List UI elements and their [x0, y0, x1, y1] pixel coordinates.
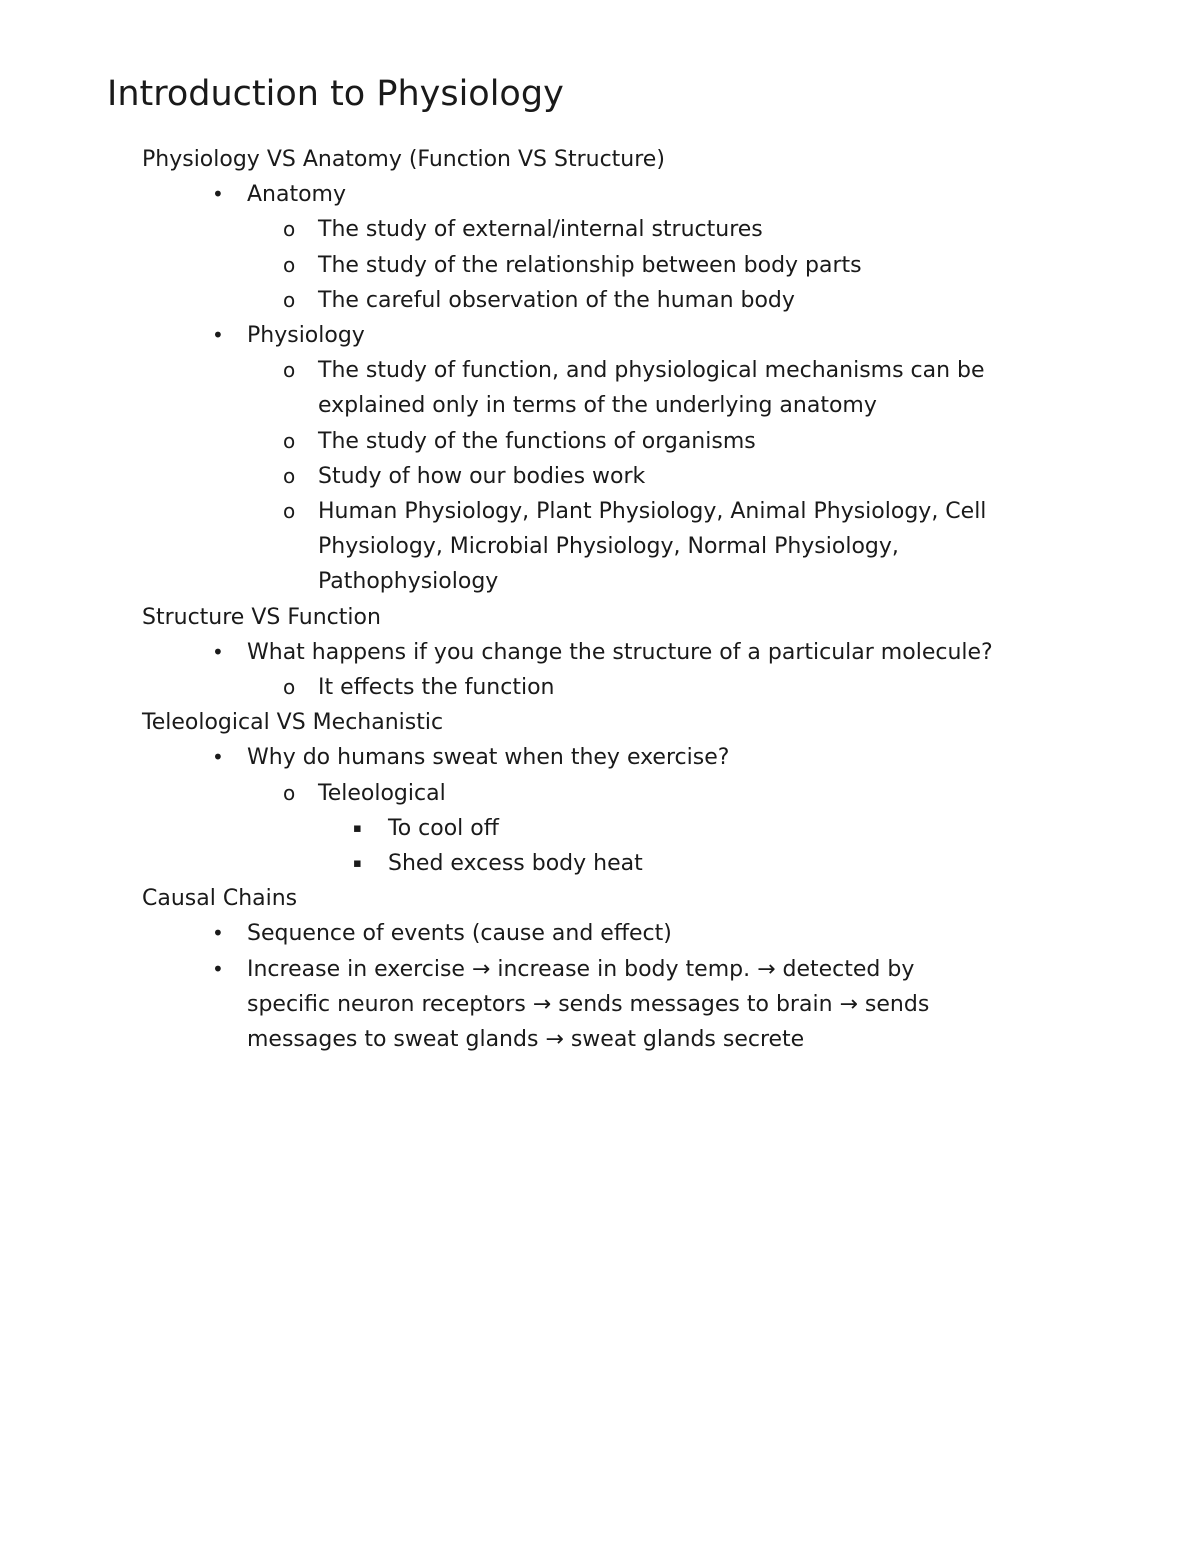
- bullet-marker: •: [212, 921, 224, 946]
- circle-marker: o: [283, 463, 296, 488]
- sub-item: [142, 494, 1062, 529]
- bullet-item: [142, 952, 1062, 987]
- sub-item-text: Human Physiology, Plant Physiology, Animal Physiology, Cell: [318, 499, 987, 525]
- sub-item: [142, 776, 1062, 811]
- sub-item-continuation: [142, 529, 1062, 564]
- circle-marker: o: [283, 428, 296, 453]
- bullet-item-anatomy: [142, 177, 1062, 212]
- page-title: Introduction to Physiology: [107, 74, 564, 114]
- circle-marker: o: [283, 217, 296, 242]
- bullet-text: Sequence of events (cause and effect): [247, 921, 672, 947]
- sub-item-text: The study of the functions of organisms: [318, 428, 756, 454]
- sub-item-text: Pathophysiology: [318, 569, 499, 595]
- sub-sub-item-text: To cool off: [388, 815, 499, 841]
- sub-sub-item: [142, 811, 1062, 846]
- sub-item-text: explained only in terms of the underlying anatomy: [318, 393, 877, 419]
- sub-item-text: The careful observation of the human body: [318, 287, 795, 313]
- section-heading-physiology-vs-anatomy: Physiology VS Anatomy (Function VS Structure): [142, 147, 665, 172]
- circle-marker: o: [283, 675, 296, 700]
- sub-item: [142, 212, 1062, 247]
- sub-item: [142, 670, 1062, 705]
- circle-marker: o: [283, 499, 296, 524]
- bullet-marker: •: [212, 639, 224, 664]
- sub-sub-item-text: Shed excess body heat: [388, 851, 643, 877]
- square-marker: ▪: [353, 820, 362, 836]
- sub-item: [142, 459, 1062, 494]
- sub-item-text: It effects the function: [318, 675, 555, 701]
- section-heading-structure-vs-function: Structure VS Function: [142, 604, 381, 630]
- sub-item: [142, 283, 1062, 318]
- bullet-marker: •: [212, 182, 224, 207]
- sub-item-text: The study of external/internal structures: [318, 217, 763, 243]
- sub-sub-item: [142, 846, 1062, 881]
- section-heading-causal-chains: Causal Chains: [142, 886, 298, 912]
- circle-marker: o: [283, 358, 296, 383]
- square-marker: ▪: [353, 856, 362, 872]
- sub-item-text: The study of function, and physiological mechanisms can be: [318, 358, 985, 384]
- bullet-item-continuation: [142, 987, 1062, 1022]
- circle-marker: o: [283, 287, 296, 312]
- sub-item-text: The study of the relationship between body parts: [318, 252, 862, 278]
- bullet-text: Anatomy: [247, 182, 347, 208]
- sub-item-continuation: [142, 388, 1062, 423]
- sub-item-continuation: [142, 564, 1062, 599]
- sub-item-text: Study of how our bodies work: [318, 463, 646, 489]
- bullet-text: messages to sweat glands → sweat glands secrete: [247, 1027, 805, 1053]
- bullet-text: Why do humans sweat when they exercise?: [247, 745, 730, 771]
- sub-item: [142, 353, 1062, 388]
- sub-item-text: Physiology, Microbial Physiology, Normal Physiology,: [318, 534, 899, 560]
- bullet-text: Physiology: [247, 323, 365, 349]
- bullet-text: What happens if you change the structure of a particular molecule?: [247, 639, 993, 665]
- circle-marker: o: [283, 780, 296, 805]
- bullet-text: specific neuron receptors → sends messages to brain → sends: [247, 991, 930, 1017]
- section-heading-teleological-vs-mechanistic: Teleological VS Mechanistic: [142, 710, 444, 736]
- bullet-item-continuation: [142, 1022, 1062, 1057]
- bullet-item: [142, 635, 1062, 670]
- document-body: [142, 142, 1062, 1057]
- bullet-marker: •: [212, 323, 224, 348]
- bullet-item: [142, 740, 1062, 775]
- sub-item: [142, 248, 1062, 283]
- sub-item-text: Teleological: [318, 780, 446, 806]
- bullet-item: [142, 916, 1062, 951]
- sub-item: [142, 424, 1062, 459]
- bullet-marker: •: [212, 745, 224, 770]
- bullet-marker: •: [212, 956, 224, 981]
- circle-marker: o: [283, 252, 296, 277]
- bullet-item-physiology: [142, 318, 1062, 353]
- bullet-text: Increase in exercise → increase in body temp. → detected by: [247, 956, 915, 982]
